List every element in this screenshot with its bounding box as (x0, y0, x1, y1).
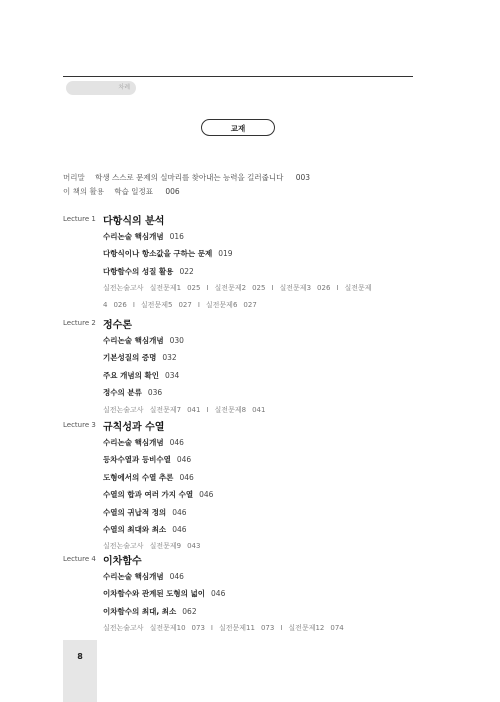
practice-token: 실전문제6 (205, 301, 238, 310)
toc-entry[interactable] (103, 585, 423, 602)
entry-title: 주요 개념의 확인 (103, 370, 159, 380)
lecture-3 (63, 418, 423, 555)
toc-entry[interactable] (103, 367, 423, 384)
practice-token: 실전논술고사 (103, 624, 144, 633)
intro-page: 003 (295, 173, 311, 182)
intro-label: 이 책의 활용 (63, 187, 104, 196)
toc-entry[interactable] (103, 228, 423, 245)
entry-title: 기본성질의 증명 (103, 353, 157, 363)
toc-entry[interactable] (103, 504, 423, 521)
intro-page: 006 (165, 187, 180, 196)
entry-title: 수열의 합과 여러 가지 수열 (103, 490, 194, 500)
section-title: 교재 (201, 119, 275, 136)
practice-token: 074 (330, 624, 344, 633)
practice-separator: I (132, 301, 135, 310)
practice-separator: I (197, 301, 200, 310)
practice-token: 실전문제7 (149, 405, 182, 414)
entry-title: 수리논술 핵심개념 (103, 572, 164, 581)
practice-token: 실전논술고사 (103, 542, 144, 551)
entry-title: 도형에서의 수열 추론 (103, 472, 174, 482)
entry-title: 수리논술 핵심개념 (103, 336, 164, 345)
practice-list (103, 280, 403, 314)
toc-entry[interactable] (103, 384, 423, 401)
practice-token: 027 (178, 301, 192, 310)
intro-line-preface (63, 172, 310, 183)
practice-token: 실전문제8 (214, 405, 247, 414)
entry-page: 046 (199, 490, 214, 500)
practice-token: 실전문제12 (288, 624, 325, 633)
practice-separator: I (206, 405, 209, 414)
practice-token: 041 (187, 405, 201, 414)
toc-entry[interactable] (103, 521, 423, 538)
toc-entry[interactable] (103, 332, 423, 349)
entry-title: 수리논술 핵심개념 (103, 232, 164, 241)
entry-page: 046 (169, 572, 184, 581)
practice-token: 실전문제2 (214, 284, 247, 293)
toc-entry[interactable] (103, 451, 423, 468)
lecture-number: Lecture 4 (63, 555, 96, 563)
toc-entry[interactable] (103, 486, 423, 503)
lecture-title: 이차함수 (103, 556, 142, 567)
entry-title: 정수의 분류 (103, 388, 142, 398)
intro-label: 머리말 (63, 173, 85, 182)
entry-page: 034 (164, 370, 180, 380)
lecture-number: Lecture 3 (63, 421, 96, 429)
lecture-1 (63, 212, 423, 314)
entry-page: 046 (176, 455, 192, 465)
intro-text: 학습 일정표 (114, 187, 153, 196)
footer-tab (63, 640, 97, 702)
practice-list (103, 402, 403, 419)
practice-separator: I (336, 284, 339, 293)
entry-page: 046 (179, 472, 194, 482)
entry-title: 수열의 최대와 최소 (103, 524, 167, 534)
top-rule (63, 76, 413, 77)
entry-page: 036 (147, 388, 163, 398)
practice-token: 025 (252, 284, 266, 293)
practice-token: 043 (187, 542, 201, 551)
lecture-4 (63, 552, 423, 637)
toc-entry[interactable] (103, 434, 423, 451)
practice-token: 026 (317, 284, 331, 293)
toc-entry[interactable] (103, 245, 423, 262)
entry-page: 046 (172, 524, 187, 534)
practice-token: 073 (191, 624, 205, 633)
entry-title: 등차수열과 등비수열 (103, 455, 171, 465)
practice-token: 073 (260, 624, 275, 633)
practice-list (103, 620, 403, 637)
lecture-title: 정수론 (103, 320, 132, 331)
entry-title: 다항식이나 항소값을 구하는 문제 (103, 249, 213, 259)
lecture-2 (63, 316, 423, 419)
practice-separator: I (280, 624, 283, 633)
practice-separator: I (206, 284, 209, 293)
lecture-number: Lecture 1 (63, 215, 96, 223)
intro-line-usage (63, 186, 180, 197)
toc-entry[interactable] (103, 263, 423, 280)
entry-page: 019 (218, 249, 233, 259)
practice-separator: I (271, 284, 274, 293)
practice-token: 실전문제9 (149, 542, 182, 551)
entry-title: 이차함수의 최대, 최소 (103, 606, 177, 616)
lecture-title: 규칙성과 수열 (103, 422, 165, 433)
practice-token: 실전문제3 (279, 284, 312, 293)
practice-token: 실전문제5 (140, 301, 173, 310)
practice-token: 041 (252, 405, 266, 414)
entry-title: 수리논술 핵심개념 (103, 438, 164, 447)
entry-page: 046 (211, 589, 226, 599)
lecture-title: 다항식의 분석 (103, 216, 165, 227)
toc-entry[interactable] (103, 568, 423, 585)
page-number: 8 (77, 652, 83, 661)
practice-token: 실전논술고사 (103, 405, 144, 414)
entry-page: 016 (169, 232, 184, 241)
entry-page: 022 (179, 266, 194, 276)
practice-token: 025 (187, 284, 201, 293)
entry-page: 046 (169, 438, 184, 447)
entry-page: 030 (169, 336, 184, 345)
practice-token: 027 (243, 301, 257, 310)
practice-separator: I (210, 624, 213, 633)
entry-page: 046 (172, 507, 187, 517)
entry-page: 032 (162, 353, 177, 363)
toc-pill: 차례 (66, 81, 136, 95)
practice-token: 실전문제4 (103, 284, 372, 310)
practice-token: 실전문제10 (149, 624, 186, 633)
practice-token: 실전문제11 (219, 624, 255, 633)
lecture-number: Lecture 2 (63, 319, 96, 327)
toc-entry[interactable] (103, 469, 423, 486)
practice-token: 실전문제1 (149, 284, 182, 293)
entry-title: 수열의 귀납적 정의 (103, 507, 167, 517)
entry-title: 이차함수와 관계된 도형의 넓이 (103, 589, 206, 599)
practice-token: 실전논술고사 (103, 284, 144, 293)
practice-token: 026 (113, 301, 127, 310)
intro-text: 학생 스스로 문제의 실마리를 찾아내는 능력을 길러줍니다 (95, 173, 284, 182)
entry-title: 다항함수의 성질 활용 (103, 266, 174, 276)
toc-entry[interactable] (103, 603, 423, 620)
entry-page: 062 (182, 606, 197, 616)
toc-entry[interactable] (103, 349, 423, 366)
